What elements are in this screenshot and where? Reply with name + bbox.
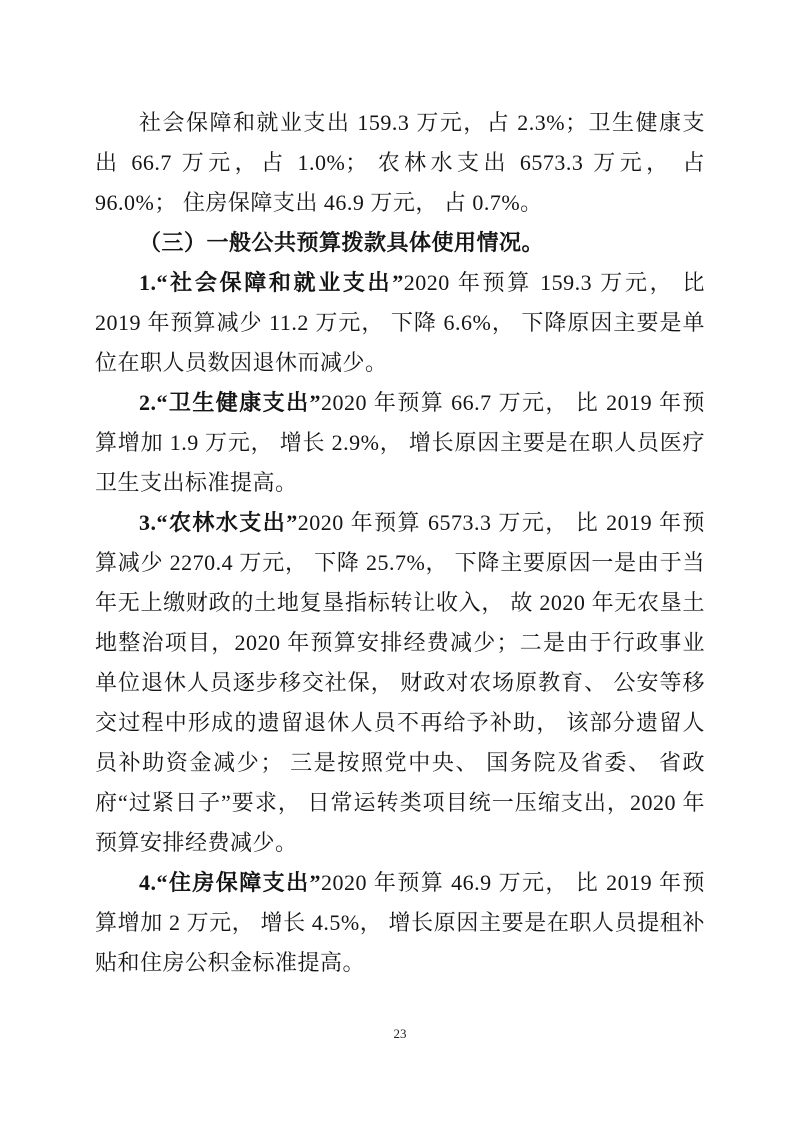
paragraph (95, 503, 705, 863)
paragraph (95, 103, 705, 223)
paragraph (95, 863, 705, 983)
text-segment: 社会保障和就业支出 159.3 万元，占 2.3%；卫生健康支出 66.7 万元，占 1.0%； 农林水支出 6573.3 万元， 占 96.0%； 住房保障支出 46.9 万元， 占 0.7%。 (95, 110, 705, 215)
text-segment-bold: 2.“卫生健康支出” (139, 390, 321, 415)
text-segment: 2020 年预算 46.9 万元， 比 2019 年预算增加 2 万元， 增长 4.5%， 增长原因主要是在职人员提租补贴和住房公积金标准提高。 (95, 870, 705, 975)
text-segment-bold: 1.“社会保障和就业支出” (139, 270, 404, 295)
text-segment-bold: 4.“住房保障支出” (139, 870, 321, 895)
paragraph (95, 263, 705, 383)
paragraph (95, 223, 705, 263)
text-segment-bold: （三）一般公共预算拨款具体使用情况。 (139, 230, 545, 255)
text-segment: 2020 年预算 159.3 万元， 比 2019 年预算减少 11.2 万元， 下降 6.6%， 下降原因主要是单位在职人员数因退休而减少。 (95, 270, 705, 375)
text-segment-bold: 3.“农林水支出” (139, 510, 298, 535)
document-body (95, 103, 705, 983)
text-segment: 2020 年预算 66.7 万元， 比 2019 年预算增加 1.9 万元， 增长 2.9%， 增长原因主要是在职人员医疗卫生支出标准提高。 (95, 390, 705, 495)
paragraph (95, 383, 705, 503)
page-number: 23 (393, 1026, 407, 1041)
text-segment: 2020 年预算 6573.3 万元， 比 2019 年预算减少 2270.4 万元， 下降 25.7%， 下降主要原因一是由于当年无上缴财政的土地复垦指标转让收入， 故 2020 年无农垦土地整治项目，2020 年预算安排经费减少；二是由于行政事业单位退休人员逐步移交社保， 财政对农场原教育、 公安等移交过程中形成的遗留退休人员不再给予补助， 该部分遗留人员补助资金减少； 三是按照党中央、 国务院及省委、 省政府“过紧日子”要求， 日常运转类项目统一压缩支出，2020 年预算安排经费减少。 (95, 510, 705, 855)
